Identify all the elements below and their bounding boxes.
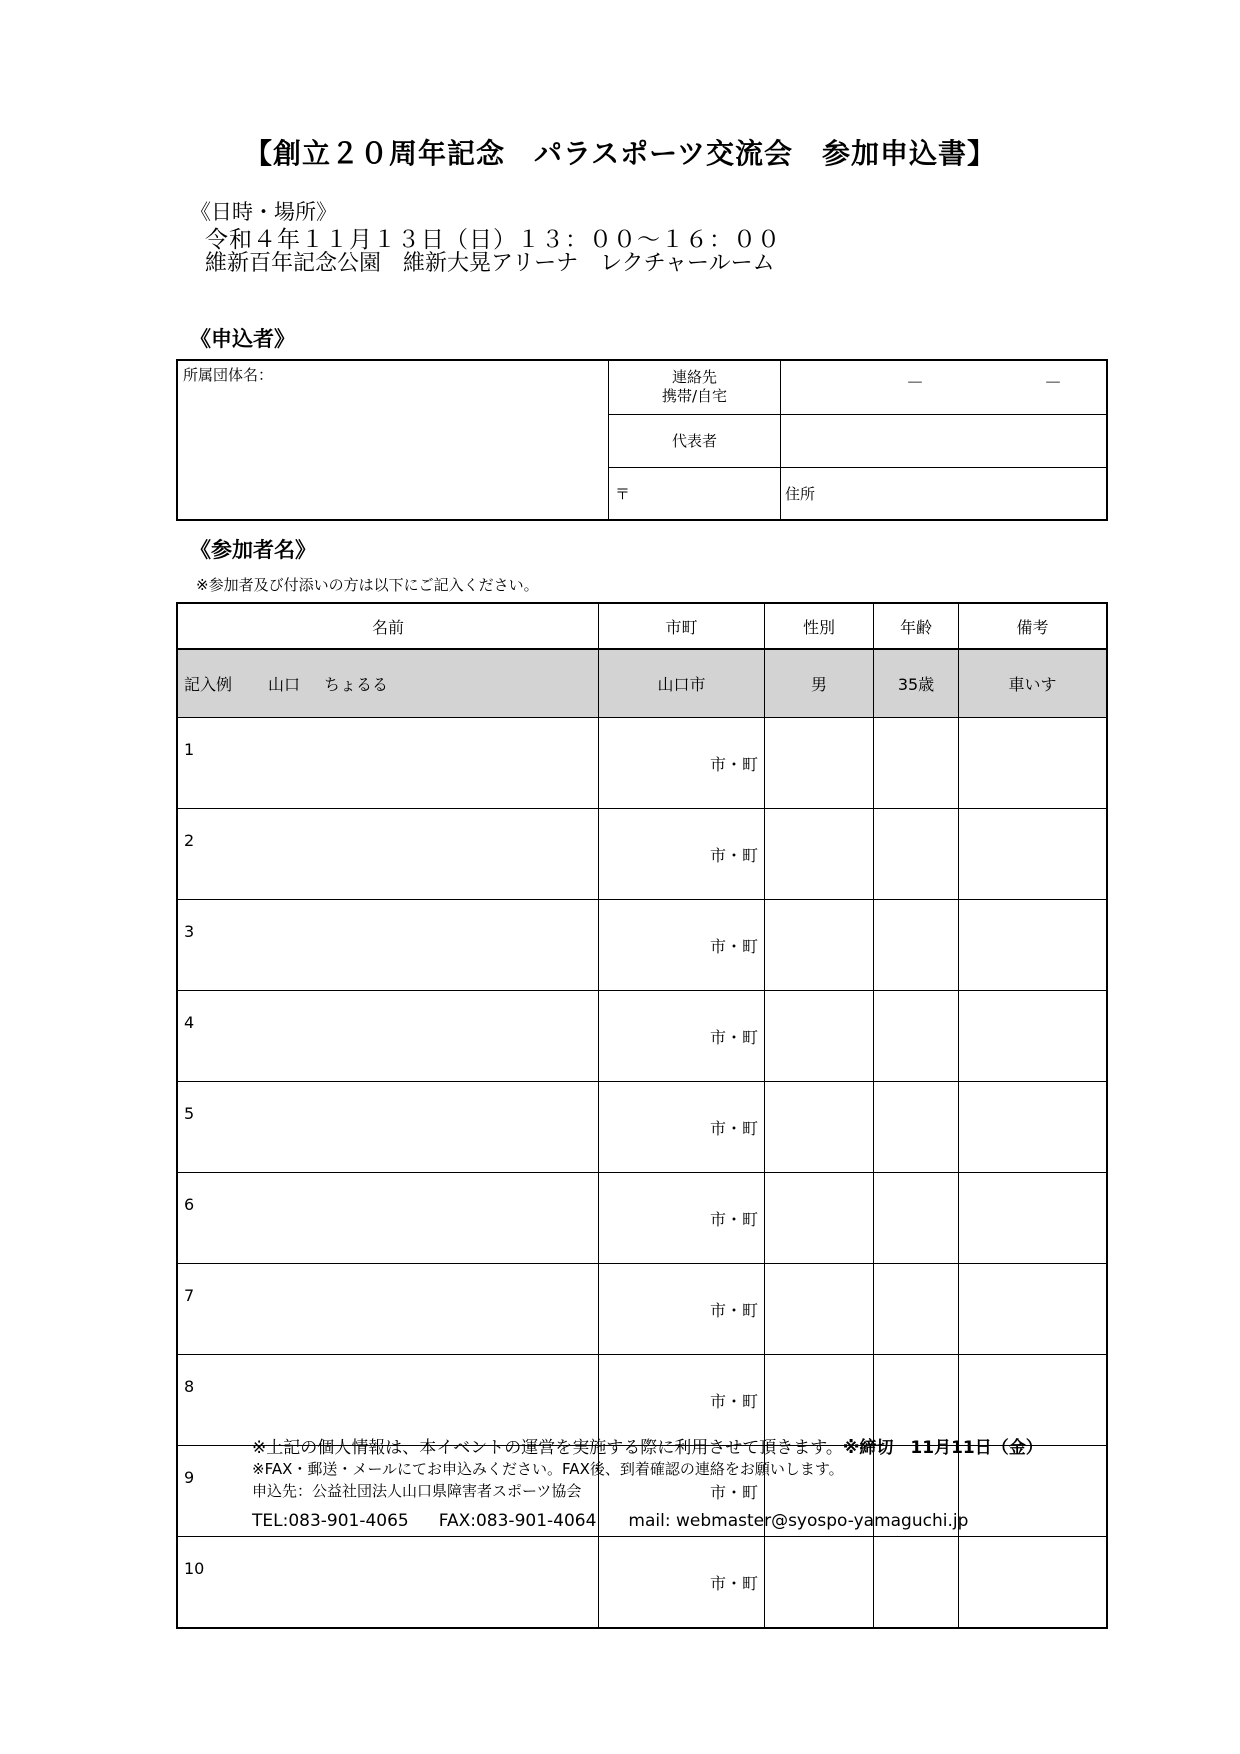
- city-placeholder: 市・町: [709, 1300, 758, 1320]
- participants-section-title: 《参加者名》: [190, 538, 316, 562]
- city-placeholder: 市・町: [709, 936, 758, 956]
- participant-sex-field[interactable]: [765, 1082, 874, 1173]
- header-age: 年齢: [874, 603, 959, 649]
- fax-number: FAX:083-901-4064: [438, 1511, 597, 1531]
- participant-city-field[interactable]: [599, 1264, 765, 1355]
- representative-field[interactable]: [781, 414, 1108, 467]
- participant-age-field[interactable]: [874, 900, 959, 991]
- tel-number: TEL:083-901-4065: [252, 1511, 409, 1531]
- contact-label-line2: 携帯/自宅: [661, 387, 728, 406]
- deadline: ※締切 11月11日（金）: [842, 1438, 1043, 1458]
- participant-remarks-field[interactable]: [959, 718, 1108, 809]
- participant-name-field[interactable]: [177, 718, 599, 809]
- row-number: 3: [184, 922, 195, 941]
- row-number: 8: [184, 1377, 195, 1396]
- participant-remarks-field[interactable]: [959, 1537, 1108, 1629]
- participant-city-field[interactable]: [599, 718, 765, 809]
- participants-note: ※参加者及び付添いの方は以下にご記入ください。: [196, 576, 539, 594]
- participant-city-field[interactable]: [599, 1082, 765, 1173]
- participant-city-field[interactable]: [599, 1355, 765, 1446]
- applicant-table: [176, 359, 1108, 521]
- example-name: [177, 649, 599, 718]
- table-row: [177, 1082, 1107, 1173]
- participant-city-field[interactable]: [599, 1173, 765, 1264]
- table-row: [177, 718, 1107, 809]
- participant-city-field[interactable]: [599, 809, 765, 900]
- applicant-section-title: 《申込者》: [190, 327, 295, 351]
- postal-code-field[interactable]: [609, 467, 781, 520]
- row-number: 7: [184, 1286, 195, 1305]
- participant-remarks-field[interactable]: [959, 1355, 1108, 1446]
- participant-age-field[interactable]: [874, 991, 959, 1082]
- city-placeholder: 市・町: [709, 1118, 758, 1138]
- table-row: [177, 900, 1107, 991]
- city-placeholder: 市・町: [709, 1027, 758, 1047]
- contact-label-line1: 連絡先: [671, 368, 717, 387]
- row-number: 4: [184, 1013, 195, 1032]
- participant-sex-field[interactable]: [765, 1537, 874, 1629]
- participant-name-field[interactable]: [177, 1082, 599, 1173]
- destination: 申込先：公益社団法人山口県障害者スポーツ協会: [252, 1482, 582, 1500]
- participant-city-field[interactable]: [599, 1537, 765, 1629]
- example-city: 山口市: [599, 649, 765, 718]
- participant-sex-field[interactable]: [765, 1173, 874, 1264]
- city-placeholder: 市・町: [709, 754, 758, 774]
- participant-remarks-field[interactable]: [959, 991, 1108, 1082]
- table-header-row: [177, 603, 1107, 649]
- row-number: 6: [184, 1195, 195, 1214]
- privacy-note: [252, 1433, 1043, 1458]
- participant-sex-field[interactable]: [765, 900, 874, 991]
- participant-age-field[interactable]: [874, 1082, 959, 1173]
- contact-phone-field[interactable]: [781, 360, 1108, 414]
- participant-name-field[interactable]: [177, 900, 599, 991]
- example-row: [177, 649, 1107, 718]
- row-number: 2: [184, 831, 195, 850]
- event-venue: 維新百年記念公園 維新大晃アリーナ レクチャールーム: [205, 251, 775, 276]
- table-row: [177, 1173, 1107, 1264]
- participant-name-field[interactable]: [177, 991, 599, 1082]
- participant-age-field[interactable]: [874, 718, 959, 809]
- org-name-label: 所属団体名：: [183, 366, 274, 384]
- participant-age-field[interactable]: [874, 809, 959, 900]
- row-number: 9: [184, 1468, 195, 1487]
- participant-age-field[interactable]: [874, 1537, 959, 1629]
- participant-age-field[interactable]: [874, 1264, 959, 1355]
- participant-age-field[interactable]: [874, 1355, 959, 1446]
- participant-remarks-field[interactable]: [959, 809, 1108, 900]
- contact-label-cell: [609, 360, 781, 414]
- participant-remarks-field[interactable]: [959, 1082, 1108, 1173]
- phone-dash: －: [906, 373, 924, 395]
- table-row: [177, 1355, 1107, 1446]
- example-remarks: 車いす: [959, 649, 1108, 718]
- page-title: 【創立２０周年記念 パラスポーツ交流会 参加申込書】: [243, 137, 997, 170]
- table-row: [177, 1537, 1107, 1629]
- phone-dash: －: [1044, 373, 1062, 395]
- city-placeholder: 市・町: [709, 1209, 758, 1229]
- representative-label: 代表者: [609, 414, 781, 467]
- participant-remarks-field[interactable]: [959, 1173, 1108, 1264]
- example-sex: 男: [765, 649, 874, 718]
- participant-age-field[interactable]: [874, 1173, 959, 1264]
- row-number: 1: [184, 740, 195, 759]
- contact-info: [252, 1511, 1152, 1531]
- city-placeholder: 市・町: [709, 1482, 758, 1502]
- participant-name-field[interactable]: [177, 1537, 599, 1629]
- city-placeholder: 市・町: [709, 1573, 758, 1593]
- table-row: [177, 991, 1107, 1082]
- info-heading: 《日時・場所》: [190, 200, 337, 224]
- example-surname: 山口: [268, 675, 301, 694]
- email-address[interactable]: mail: webmaster@syospo-yamaguchi.jp: [628, 1511, 969, 1531]
- table-row: [177, 1264, 1107, 1355]
- address-label: 住所: [785, 484, 816, 503]
- postal-mark: 〒: [615, 484, 631, 503]
- city-placeholder: 市・町: [709, 845, 758, 865]
- address-field[interactable]: [781, 467, 1108, 520]
- participant-remarks-field[interactable]: [959, 900, 1108, 991]
- participant-city-field[interactable]: [599, 991, 765, 1082]
- participant-remarks-field[interactable]: [959, 1264, 1108, 1355]
- participant-name-field[interactable]: [177, 1173, 599, 1264]
- header-city: 市町: [599, 603, 765, 649]
- event-datetime: 令和４年１１月１３日（日）１３：００～１６：００: [205, 227, 781, 253]
- row-number: 5: [184, 1104, 195, 1123]
- participant-sex-field[interactable]: [765, 991, 874, 1082]
- example-label: 記入例: [184, 675, 233, 694]
- row-number: 10: [184, 1559, 205, 1578]
- fax-note: ※FAX・郵送・メールにてお申込みください。FAX後、到着確認の連絡をお願いします。: [252, 1460, 844, 1478]
- participant-sex-field[interactable]: [765, 1355, 874, 1446]
- participant-name-field[interactable]: [177, 1264, 599, 1355]
- privacy-text: ※上記の個人情報は、本イベントの運営を実施する際に利用させて頂きます。: [252, 1438, 843, 1458]
- participant-city-field[interactable]: [599, 900, 765, 991]
- city-placeholder: 市・町: [709, 1391, 758, 1411]
- header-remarks: 備考: [959, 603, 1108, 649]
- table-row: [177, 809, 1107, 900]
- example-given-name: ちょるる: [324, 675, 389, 694]
- participant-sex-field[interactable]: [765, 1264, 874, 1355]
- header-name: 名前: [177, 603, 599, 649]
- participant-name-field[interactable]: [177, 1355, 599, 1446]
- participant-sex-field[interactable]: [765, 718, 874, 809]
- org-name-field[interactable]: [177, 360, 609, 520]
- example-age: 35歳: [874, 649, 959, 718]
- participant-sex-field[interactable]: [765, 809, 874, 900]
- participant-name-field[interactable]: [177, 809, 599, 900]
- header-sex: 性別: [765, 603, 874, 649]
